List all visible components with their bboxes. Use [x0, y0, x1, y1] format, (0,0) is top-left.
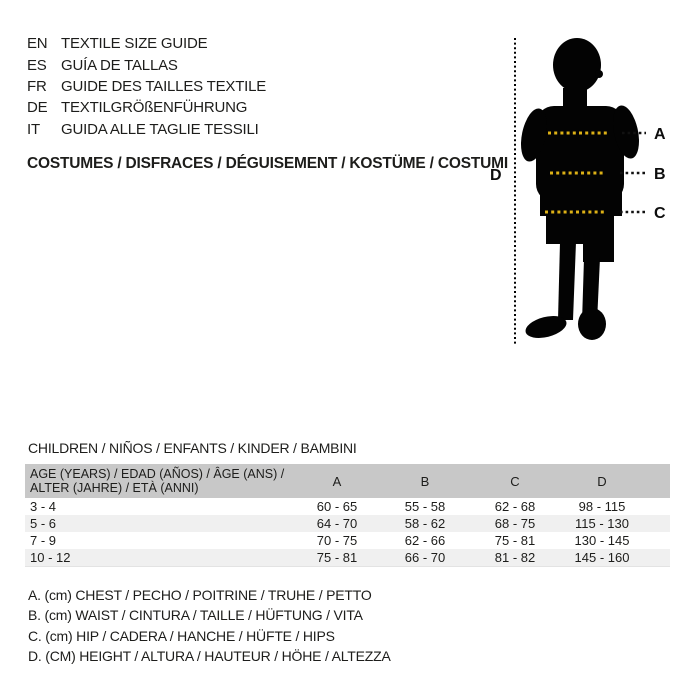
age-cell: 10 - 12 — [30, 550, 71, 565]
column-header-c: C — [510, 473, 520, 489]
hip-cell: 81 - 82 — [494, 550, 536, 565]
language-row-en — [27, 33, 266, 54]
chest-cell: 75 - 81 — [316, 550, 358, 565]
label-d: D — [490, 167, 502, 184]
children-section-title: CHILDREN / NIÑOS / ENFANTS / KINDER / BAMBINI — [28, 440, 357, 456]
legend-line-height: D. (CM) HEIGHT / ALTURA / HAUTEUR / HÖHE / ALTEZZA — [28, 647, 391, 664]
column-header-a: A — [332, 473, 342, 489]
language-row-fr — [27, 76, 266, 97]
chest-cell: 64 - 70 — [316, 516, 358, 531]
table-row — [25, 549, 670, 566]
language-code: IT — [27, 120, 40, 138]
age-cell: 7 - 9 — [30, 533, 57, 548]
age-header-line2: ALTER (JAHRE) / ETÀ (ANNI) — [30, 481, 199, 495]
height-cell: 130 - 145 — [574, 533, 630, 548]
measurement-diagram — [480, 18, 680, 350]
legend-line-waist: B. (cm) WAIST / CINTURA / TAILLE / HÜFTUNG / VITA — [28, 607, 363, 624]
legend-line-chest: A. (cm) CHEST / PECHO / POITRINE / TRUHE / PETTO — [28, 587, 372, 603]
language-title: GUIDE DES TAILLES TEXTILE — [61, 77, 267, 95]
hip-cell: 68 - 75 — [494, 516, 536, 531]
age-header-line1: AGE (YEARS) / EDAD (AÑOS) / ÂGE (ANS) / — [30, 466, 285, 481]
category-title: COSTUMES / DISFRACES / DÉGUISEMENT / KOSTÜME / COSTUMI — [27, 155, 508, 172]
children-size-table — [25, 464, 670, 567]
hip-cell: 75 - 81 — [494, 533, 536, 548]
table-row — [25, 532, 670, 549]
language-code: FR — [27, 77, 47, 95]
language-code: DE — [27, 99, 48, 117]
label-b: B — [654, 166, 666, 183]
age-cell: 3 - 4 — [30, 499, 57, 514]
hip-cell: 62 - 68 — [494, 499, 536, 514]
child-silhouette-figure — [517, 38, 644, 342]
column-header-b: B — [420, 473, 430, 489]
table-header-row — [25, 464, 670, 498]
language-title: GUIDA ALLE TAGLIE TESSILI — [61, 120, 259, 138]
waist-cell: 58 - 62 — [404, 516, 446, 531]
waist-cell: 62 - 66 — [404, 533, 446, 548]
language-title: TEXTILGRÖßENFÜHRUNG — [61, 99, 248, 117]
chest-cell: 60 - 65 — [316, 499, 358, 514]
language-title: TEXTILE SIZE GUIDE — [61, 35, 208, 53]
language-row-de — [27, 97, 266, 118]
height-cell: 115 - 130 — [575, 516, 629, 531]
language-row-it — [27, 119, 266, 140]
label-c: C — [654, 205, 666, 222]
waist-cell: 55 - 58 — [404, 499, 446, 514]
column-header-d: D — [597, 473, 607, 489]
measurement-legend — [28, 585, 391, 666]
chest-cell: 70 - 75 — [316, 533, 358, 548]
height-cell: 98 - 115 — [578, 499, 626, 514]
language-title: GUÍA DE TALLAS — [61, 56, 178, 74]
age-cell: 5 - 6 — [30, 516, 57, 531]
legend-line-hip: C. (cm) HIP / CADERA / HANCHE / HÜFTE / HIPS — [28, 627, 335, 644]
language-list — [27, 33, 266, 140]
label-a: A — [654, 126, 666, 143]
language-row-es — [27, 54, 266, 75]
language-code: ES — [27, 56, 47, 74]
waist-cell: 66 - 70 — [404, 550, 446, 565]
age-column-header — [25, 467, 293, 496]
height-cell: 145 - 160 — [574, 550, 630, 565]
table-row — [25, 515, 670, 532]
language-code: EN — [27, 35, 48, 53]
table-row — [25, 498, 670, 515]
